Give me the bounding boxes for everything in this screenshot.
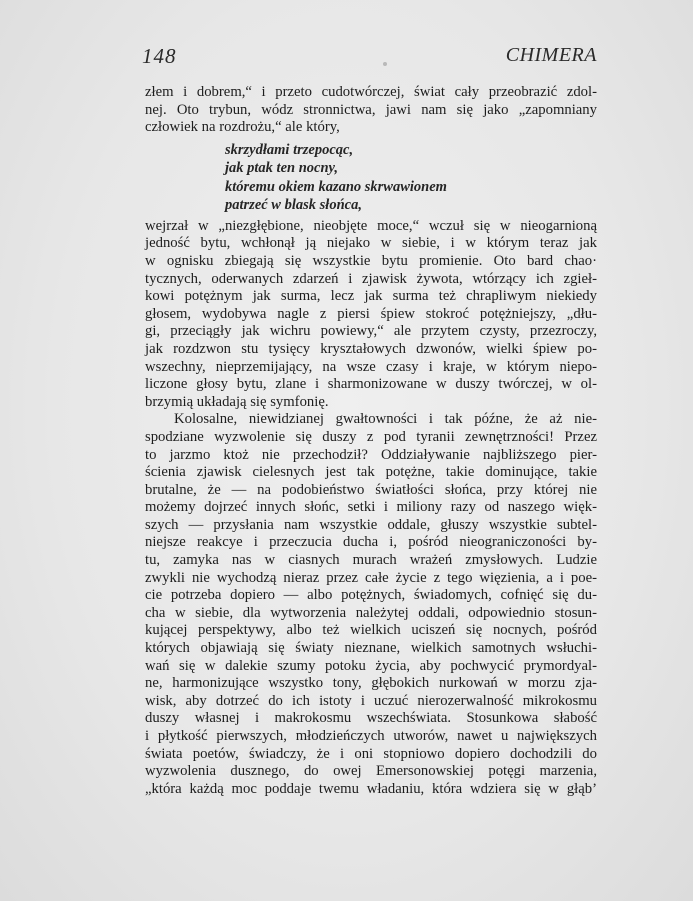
verse-line: patrzeć w blask słońca, [225, 197, 362, 214]
text-line: brutalne, że — na podobieństwo światłości słońca, przy której nie [145, 481, 597, 498]
text-line: „która każdą moc poddaje twemu władaniu, która wdziera się w głąb’ [145, 780, 597, 797]
text-line: ne, harmonizujące wszystko tony, głębokich nurkowań w morzu zja- [145, 675, 597, 692]
text-line: spodziane wyzwolenie się duszy z pod tyranii zewnętrzności! Przez [145, 428, 597, 445]
text-line: cha w siebie, dla wytworzenia należytej oddali, odpowiednio stosun- [145, 604, 597, 621]
text-line: złem i dobrem,“ i przeto cudotwórczej, świat cały przeobrazić zdol- [145, 84, 597, 100]
text-line: niejsze reakcye i przeczucia ducha i, pośród nieograniczoności by- [145, 534, 597, 551]
text-line: cie potrzeba dopiero — albo potężnych, świadomych, cofnięć się du- [145, 587, 597, 604]
text-line: wyzwolenia dusznego, do owej Emersonowskiej potęgi marzenia, [145, 763, 597, 780]
text-line: Kolosalne, niewidzianej gwałtowności i tak późne, że aż nie- [174, 411, 597, 428]
text-line: wań się w dalekie szumy potoku życia, aby pochwycić prymordyal- [145, 657, 597, 674]
text-line: których objawiają się światy nieznane, wielkich samotnych wsłuchi- [145, 640, 597, 657]
verse-line: któremu okiem kazano skrwawionem [225, 178, 447, 195]
page-number: 148 [142, 44, 177, 68]
text-line: kowi potężnym jak surma, lecz jak surma też chrapliwym niekiedy [145, 288, 597, 305]
verse-quotation [225, 141, 597, 215]
text-line: jedność bytu, wchłonął ją niejako w siebie, i w którym teraz jak [145, 235, 597, 252]
text-line: wisk, aby dotrzeć do ich istoty i uczuć nierozerwalność mikrokosmu [145, 692, 597, 709]
text-line: w ognisku zbiegają się wszystkie bytu promienie. Oto bard chao· [145, 252, 597, 269]
body-text [145, 84, 597, 798]
verse-line: skrzydłami trzepocąc, [225, 141, 354, 158]
text-line: tycznych, oderwanych zdarzeń i zjawisk żywota, wtórzący ich zgieł- [145, 270, 597, 287]
running-head [142, 44, 597, 72]
text-line: wszechny, nieprzemijający, na wsze czasy i kraje, w którym niepo- [145, 358, 597, 375]
text-line: to jarzmo ktoż nie przechodził? Oddziaływanie najbliższego pier- [145, 446, 597, 463]
text-line: i płytkość pierwszych, młodzieńczych utworów, nawet u największych [145, 728, 597, 744]
paragraph-3 [145, 411, 597, 798]
text-line: jak rozdzwon stu tysięcy kryształowych dzwonów, wielki śpiew po- [145, 340, 597, 357]
text-line: możemy dojrzeć innych słońc, setki i miliony razy od naszego więk- [145, 499, 597, 516]
text-line: świata poetów, świadczy, że i oni stopniowo dopiero dochodzili do [145, 745, 597, 762]
text-line: zwykli nie wychodzą nieraz przez całe życie z tego więzienia, a i poe- [145, 569, 597, 586]
text-line: wejrzał w „niezgłębione, nieobjęte moce,“ wczuł się w nieogarnioną [145, 217, 597, 234]
text-line: szych — przysłania nam wszystkie oddale, głuszy wszystkie subtel- [145, 516, 597, 533]
text-line: głosem, wydobywa nagle z piersi śpiew stokroć potężniejszy, „dłu- [145, 305, 597, 322]
paragraph-1 [145, 84, 597, 137]
paragraph-2 [145, 218, 597, 412]
text-line: duszy własnej i makrokosmu wszechświata. Stosunkowa słabość [145, 710, 597, 727]
verse-line: jak ptak ten nocny, [225, 160, 339, 177]
text-line: tu, zamyka nas w ciasnych murach wrażeń zmysłowych. Ludzie [145, 552, 597, 569]
journal-title: CHIMERA [505, 44, 597, 66]
text-line: gi, przeciągły jak wichru powiewy,“ ale przytem czysty, przezroczy, [145, 323, 597, 340]
text-line: brzymią układają się symfonię. [145, 393, 329, 410]
text-line: kującej perspektywy, albo też wielkich uciszeń się nocnych, pośród [145, 622, 597, 639]
text-line: ścienia zjawisk cielesnych jest tak potężne, takie dominujące, takie [145, 464, 597, 481]
text-line: liczone głosy bytu, zlane i sharmonizowane w duszy twórczej, w ol- [145, 376, 597, 393]
text-line: nej. Oto trybun, wódz stronnictwa, jawi nam się jako „zapomniany [145, 101, 597, 118]
text-line: człowiek na rozdrożu,“ ale który, [145, 119, 340, 136]
